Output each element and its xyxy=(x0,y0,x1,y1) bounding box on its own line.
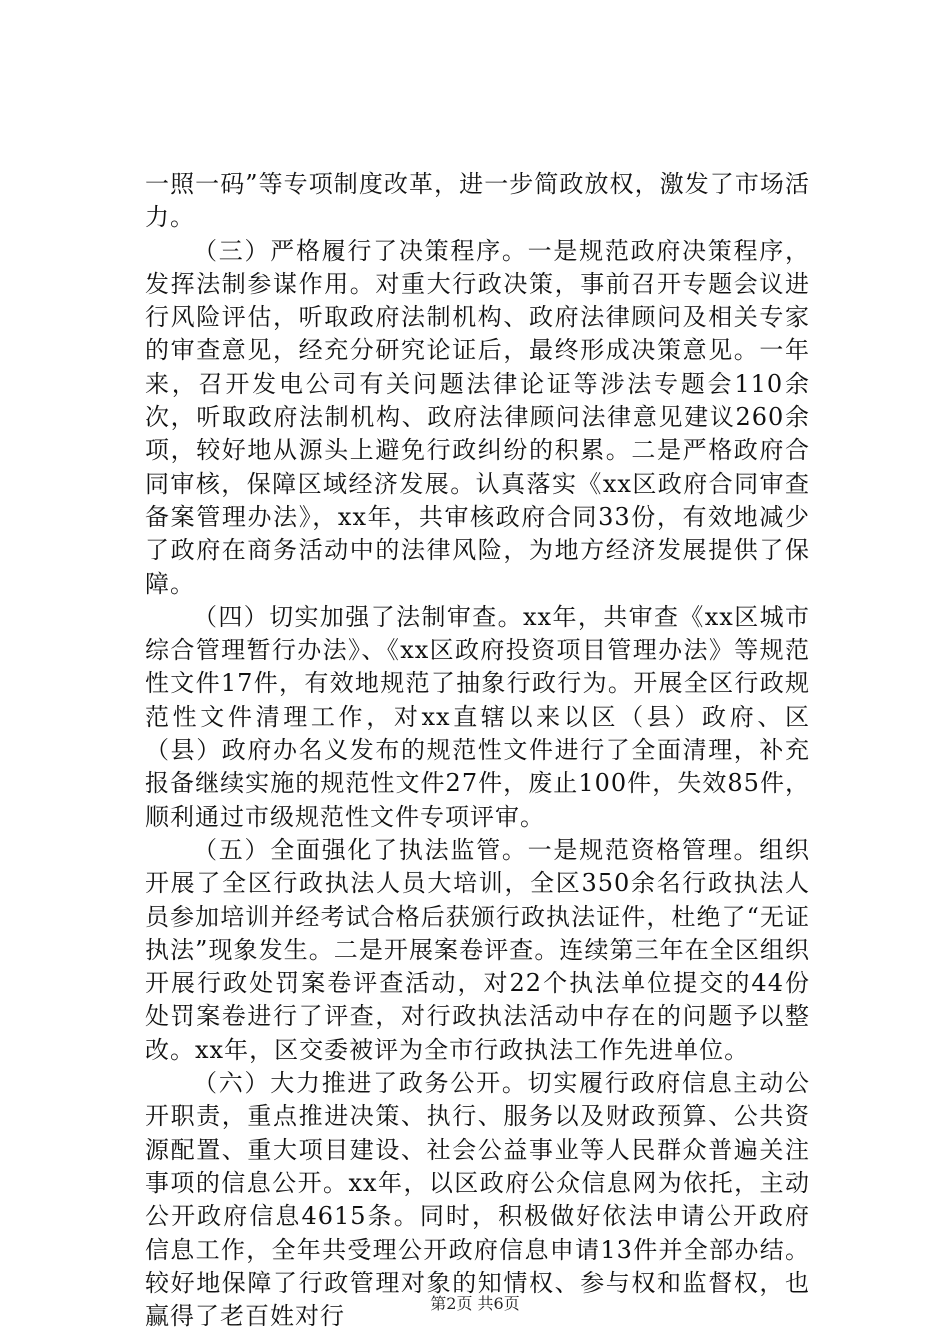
page-number-label: 第2页 共6页 xyxy=(430,1294,520,1313)
paragraph-decision-procedure: （三）严格履行了决策程序。一是规范政府决策程序，发挥法制参谋作用。对重大行政决策，事前召开专题会议进行风险评估，听取政府法制机构、政府法律顾问及相关专家的审查意见，经充分研究论证后，最终形成决策意见。一年来，召开发电公司有关问题法律论证等涉法专题会110余次，听取政府法制机构、政府法律顾问法律意见建议260余项，较好地从源头上避免行政纠纷的积累。二是严格政府合同审核，保障区域经济发展。认真落实《xx区政府合同审查备案管理办法》，xx年，共审核政府合同33份，有效地减少了政府在商务活动中的法律风险，为地方经济发展提供了保障。 xyxy=(145,236,810,598)
paragraph-legal-review: （四）切实加强了法制审查。xx年，共审查《xx区城市综合管理暂行办法》、《xx区政府投资项目管理办法》等规范性文件17件，有效地规范了抽象行政行为。开展全区行政规范性文件清理工作，对xx直辖以来以区（县）政府、区（县）政府办名义发布的规范性文件进行了全面清理，补充报备继续实施的规范性文件27件，废止100件，失效85件，顺利通过市级规范性文件专项评审。 xyxy=(145,602,810,831)
paragraph-government-transparency: （六）大力推进了政务公开。切实履行政府信息主动公开职责，重点推进决策、执行、服务以及财政预算、公共资源配置、重大项目建设、社会公益事业等人民群众普遍关注事项的信息公开。xx年，以区政府公众信息网为依托，主动公开政府信息4615条。同时，积极做好依法申请公开政府信息工作，全年共受理公开政府信息申请13件并全部办结。较好地保障了行政管理对象的知情权、参与权和监督权，也赢得了老百姓对行 xyxy=(145,1069,810,1331)
paragraph-enforcement-supervision: （五）全面强化了执法监管。一是规范资格管理。组织开展了全区行政执法人员大培训，全区350余名行政执法人员参加培训并经考试合格后获颁行政执法证件，杜绝了“无证执法”现象发生。二是开展案卷评查。连续第三年在全区组织开展行政处罚案卷评查活动，对22个执法单位提交的44份处罚案卷进行了评查，对行政执法活动中存在的问题予以整改。xx年，区交委被评为全市行政执法工作先进单位。 xyxy=(145,835,810,1064)
document-body xyxy=(145,168,810,1333)
paragraph-continuation: 一照一码”等专项制度改革，进一步简政放权，激发了市场活力。 xyxy=(145,170,810,232)
page-footer xyxy=(0,1294,950,1314)
